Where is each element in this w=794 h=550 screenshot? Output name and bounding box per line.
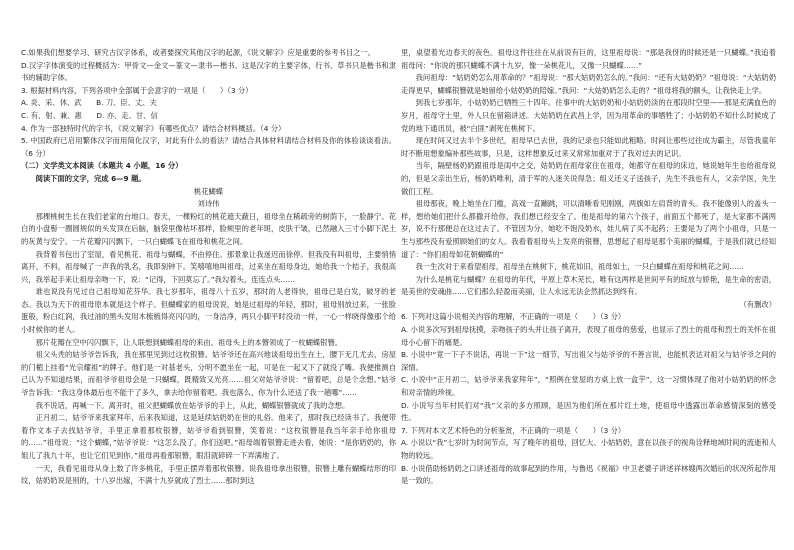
right-paragraph: B. 小说中“竟一下子不说话，再说一下”这一细节，写出祖父与姑爷爷的不善言说，也能机表达对祖父与姑爷爷之间的深情。 (401, 350, 776, 372)
left-paragraph: 谁也说没有见过自己祖母知花芬华。我七岁那年，祖母八十五岁，那时的人老得快，祖母已是白发，破牙的老态。我以为天下的祖母原本就是这个样子。但蝴蝶家的祖母说说，她是过祖母的年轻，那时，祖母别放过来，一张脸蛋般，粉白红润，我过油的黑头发用木梳梳得亮闪闪的，一身洁净，两只小脚平时没动一样，一心一样晓得像那个给小时候你的老人。 (21, 287, 396, 335)
left-paragraph: A. 炎、采、休、武 B. 刀、臣、丈、夫 (21, 98, 157, 108)
left-paragraph: 桃花蝴蝶 (193, 186, 224, 196)
right-paragraph: 为什么是桃花与蝴蝶？在祖母的年代，平原上草木芜长，唯有这两样是世间平有的绽放与娇艳，是生命的密语，是美世的安魂曲……它们那么轻盈而美丽，让人永远无法企然抓达到终有。 (401, 274, 776, 297)
right-paragraph: 当年，隔壁杨奶奶跟祖母是闺中之交，姑奶奶在祖母家住在祖母，她都守在祖母的床边，她说她年生也给祖母说的，但是父亲出生后，杨奶奶唯利，清于军的入迷关说得急；组义还义子送孩子，先生不我也有人，父亲学医，先生做们工程。 (401, 161, 776, 196)
right-paragraph: 到我七岁那年，小姑奶奶已牺牲三十四年。往事中的大姑奶奶和小姑奶奶淡的在那段时空里——那是充满血色的岁月，祖母守土里，外人只在留箱讲述。大姑奶奶在武昌上学，因为用革命的事牺牲了；小姑奶奶不知什么时候成了党的地下通讯员，被“白匪”剥死在桃树下。 (401, 98, 776, 133)
left-paragraph: D.汉字字体演变的过程概括为：甲骨文—金文—篆文—隶书—楷书。这是汉字的主要字体，行书、草书只是楷书和隶书的辅助字体。 (21, 60, 396, 83)
right-column (401, 47, 776, 488)
right-paragraph: 7. 下列对本文艺术特色的分析鉴赏，不正确的一项是（ ）（3 分） (401, 425, 626, 435)
left-paragraph: 阅读下面的文字，完成 6—9 题。 (35, 173, 146, 183)
right-paragraph: 6. 下列对这篇小说相关内容的理解，不正确的一项是（ ）（3 分） (401, 312, 626, 322)
right-paragraph: 我一生次对于来看望祖母，祖母坐在桃树下，桃花如旧，祖母如土，一只白蝴蝶在祖母和桃花之间…… (415, 262, 744, 272)
right-paragraph: D. 小说写当年村民们对“我”父亲的多方照顾，是因为他们所在那片红土地，使祖母中透露出革命感情深刻的感受性。 (401, 400, 776, 423)
right-paragraph: A. 小说多次写到祖母抚摸，亲吻孩子的头并让孩子离开，表现了祖母的慈爱，也显示了烈士的祖母和烈士的关怀在祖母小心留下的痛楚。 (401, 325, 776, 347)
right-paragraph: A. 小说以“我”七岁时为时间节点，写了晚年的祖母，回忆大、小姑奶奶，意在以孩子的视角诠释地域时间的流逝和人物的较远。 (401, 438, 776, 460)
left-paragraph: C.如果我们想要学习、研究古汉字体系，或者要探究其他汉字的起源，《说文解字》应是重要的参考书目之一。 (21, 48, 376, 57)
left-paragraph: C. 有、射、兼、惠 D. 亦、走、甘、信 (21, 110, 158, 120)
left-paragraph: 4. 作为一部独特时代的字书，《说文解字》有哪些优点？请结合材料概括。（4 分） (21, 123, 286, 133)
right-paragraph: C. 小说中“正月初二，姑爷爷来我家拜年”，“照例在堂屋的方桌上放一盒芋”，这一习惯体现了他对小姑奶奶的怀念和对亲情的珍视。 (401, 375, 776, 398)
left-paragraph: （二）文学类文本阅读（本题共 4 小题，16 分） (21, 161, 183, 171)
right-paragraph: （有删改） (739, 299, 776, 309)
left-paragraph: 一天，我看见祖母从身上数了许多桃花，手里正摆弄着那枚银簪。说我祖母拿出银簪，银簪上雕有蝴蝶结形的印纹，姑奶奶说是别的，十八岁出嫁，不满十九岁就成了烈士……那时到这 (21, 463, 396, 486)
left-paragraph: 那片花瓣在空中闪闪飘下，让人联想到蝴蝶祖母的来由。祖母头上的本簪领成了一枚蝴蝶银簪。 (35, 337, 343, 347)
left-column (21, 47, 396, 488)
left-paragraph: 祖父头秃的姑爷爷告诉我，我在那里见到过这枚银簪。姑爷爷还在高兴地谈祖母出生在土，腰下无几尤去，房屋的门楣上挂着“光宗耀祖”的牌子。他们是一对基老头，分明不愿坐在一起，可是在一起又下了就没了嘴。我便推测自己认为不知道结果，而祖爷爷祖母会是一只蝴蝶，既精致又光亮……祖父对姑爷爷说：“留着吧，总是个念想。”姑爷爷告诉我：“我这身体最后也不能干了多久，拿去给你留着吧。我也落么，你为什么还送了我一趟哪”…… (21, 350, 396, 398)
left-paragraph: 正月初二，姑爷爷来我家拜年，后来我知道，这是延续姑奶奶在世的礼俗。他来了，那时我已经读书了。我便带着作文本子去找姑爷爷，手里正拿着那枚银簪，姑爷爷看到银簪，笑着说：“这枚银簪是我当年亲手给你祖母的……”祖母说：“这个蝴蝶，”姑爷爷说：“这怎么没了，你们送吧。”祖母端着银簪走进去看，她说：“是你奶奶的，你姐儿了我九十年，也让它们见到你。”祖母再看那银簪，眼泪就碎碎一下弄满地了。 (21, 413, 396, 460)
left-paragraph: 我背着书包出了室屋，看见桃花、祖母与蝴蝶，不由停住。那景象让我迷迟而徐停。但我没有叫祖母，主要悄悄离开，不料，祖母喊了一声我的乳名，我即刻钟下。笑嘻嘻地叫祖母，过来坐在祖母身边，她给我一个桔子，我很高兴，我举起手来让祖母亲吻一下，说：“记得，下回莫忘了。”我勾着头，连连点头…… (21, 249, 396, 284)
right-paragraph: B. 小说借助杨奶奶之口讲述祖母的故事起到的作用，与鲁迅《祝福》中卫老婆子讲述祥林嫂两次婚后的状况所起作用是一致的。 (401, 463, 776, 486)
right-paragraph: 祖母那夜，晚上她坐在门槛，高戏一直蹦跳，可以清晰看见刚刚，两旗如左肩背的青头。我不能像别人的盖头一样，想给她们把什么都撒开给你，我们想已经安全了。他是祖母的第六个孩子，前面五个都死了，是大家都不满两岁，说不行那便总在这过去了。不管因为分，她吃不饱没奶水，娃儿病了买不起药；王要是为了两个小祖母，只是一生与那些没有爱照顾她们的女人。我看着祖母头上发亮的银簪，思想起了祖母是那个美丽的蝴蝶，于是我们就已经知道了：“你们祖母如花朝蝴蝶的” (401, 199, 776, 259)
left-paragraph: 那棵桃树生长在我们老家的台地口。春天，一棵粉红的桃花遮天蔽日，祖母坐在稀疏旁的树荫下，一脸静宁。花白的小盘髻一圈圆规似的头发顶在后脑，脑袋里像枯坏那样，脸颊里的老年斑，皮肤干皱，已然融入三寸小脚下泥土的灰黄与安宁。一片花瓣闪闪飘下，一只白蝴蝶飞在祖母和桃花之间。 (21, 211, 396, 246)
left-paragraph: 刘诗伟 (197, 199, 220, 209)
left-paragraph: 5. 中国政府已启用繁体汉字而用简化汉字，对此有什么的看法？请结合具体材料请结合材料及你的体验谈谈看法。（6 分） (21, 136, 396, 158)
right-paragraph: 我问祖母：“姑奶奶怎么用革命的？”祖母说：“那大姑奶奶怎么的。”我问：“还有大姑奶奶？”祖母说：“大姑奶奶走得更早，蝴蝶银簪就是她留给小姑奶奶的陪嫁。”我问：“大姑奶奶怎么走的？”祖母将我的额头，让我快走上学。 (401, 73, 776, 95)
right-paragraph: 现在时间又过去半个多世纪，祖母早已去世，我的记录也只能如此粗略。时间让那些过往成为霸主，尽管我童年时不断用想象编补那些故事，只是，这样想象反过来又常常加重对于了我对过去的记识。 (401, 136, 776, 158)
right-paragraph: 里，桌望着光边春天的夜色。祖母这件往往在从前说有巨的，这里祖母说：“那是我伢的时候还是一只蝴蝶。”我追着祖母问：“你说的那只蝴蝶不满十九岁，像一朵桃花儿，又像一只蝴蝶……” (401, 48, 776, 70)
left-paragraph: 3. 根据材料内容，下列各项中全部属于会意字的一项是（ ）（3 分） (21, 85, 253, 95)
left-paragraph: 我不说话，再喊一下。离开时，祖父把蝴蝶放在姑爷爷的手上，从此，蝴蝶银簪就成了我的念想。 (35, 400, 350, 410)
